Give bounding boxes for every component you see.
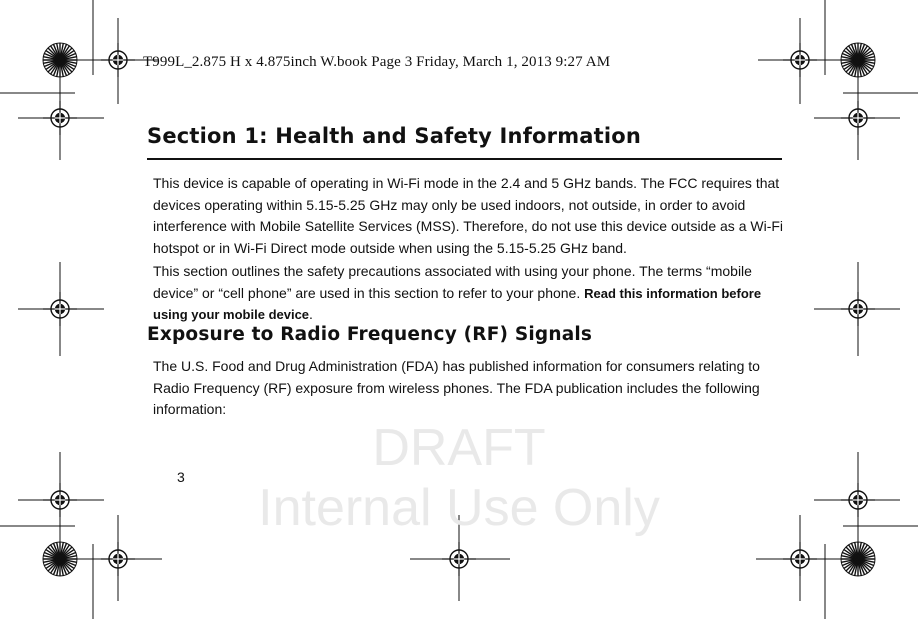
title-underline	[147, 158, 782, 160]
safety-intro-text: This section outlines the safety precautions associated with using your phone. The terms “mobile device” or “cell phone” are used in this section to refer to your phone.	[153, 263, 752, 301]
draft-watermark: DRAFT	[372, 419, 546, 477]
safety-intro-paragraph	[153, 261, 783, 326]
book-file-header: T999L_2.875 H x 4.875inch W.book Page 3 Friday, March 1, 2013 9:27 AM	[143, 54, 611, 70]
fda-paragraph: The U.S. Food and Drug Administration (FDA) has published information for consumers relating to Radio Frequency (RF) exposure from wireless phones. The FDA publication includes the following information:	[153, 358, 760, 417]
page-number: 3	[177, 469, 185, 485]
wifi-paragraph: This device is capable of operating in Wi-Fi mode in the 2.4 and 5 GHz bands. The FCC requires that devices operating within 5.15-5.25 GHz may only be used indoors, not outside, in order to avoid interference with Mobile Satellite Services (MSS). Therefore, do not use this device outside as a Wi-Fi hotspot or in Wi-Fi Direct mode outside when using the 5.15-5.25 GHz band.	[153, 175, 784, 256]
internal-use-watermark: Internal Use Only	[258, 479, 660, 537]
emphasis-period: .	[309, 306, 313, 322]
subsection-title: Exposure to Radio Frequency (RF) Signals	[147, 324, 593, 345]
read-information-emphasis: Read this information before using your mobile device	[153, 285, 762, 322]
section-title: Section 1: Health and Safety Information	[147, 124, 642, 148]
